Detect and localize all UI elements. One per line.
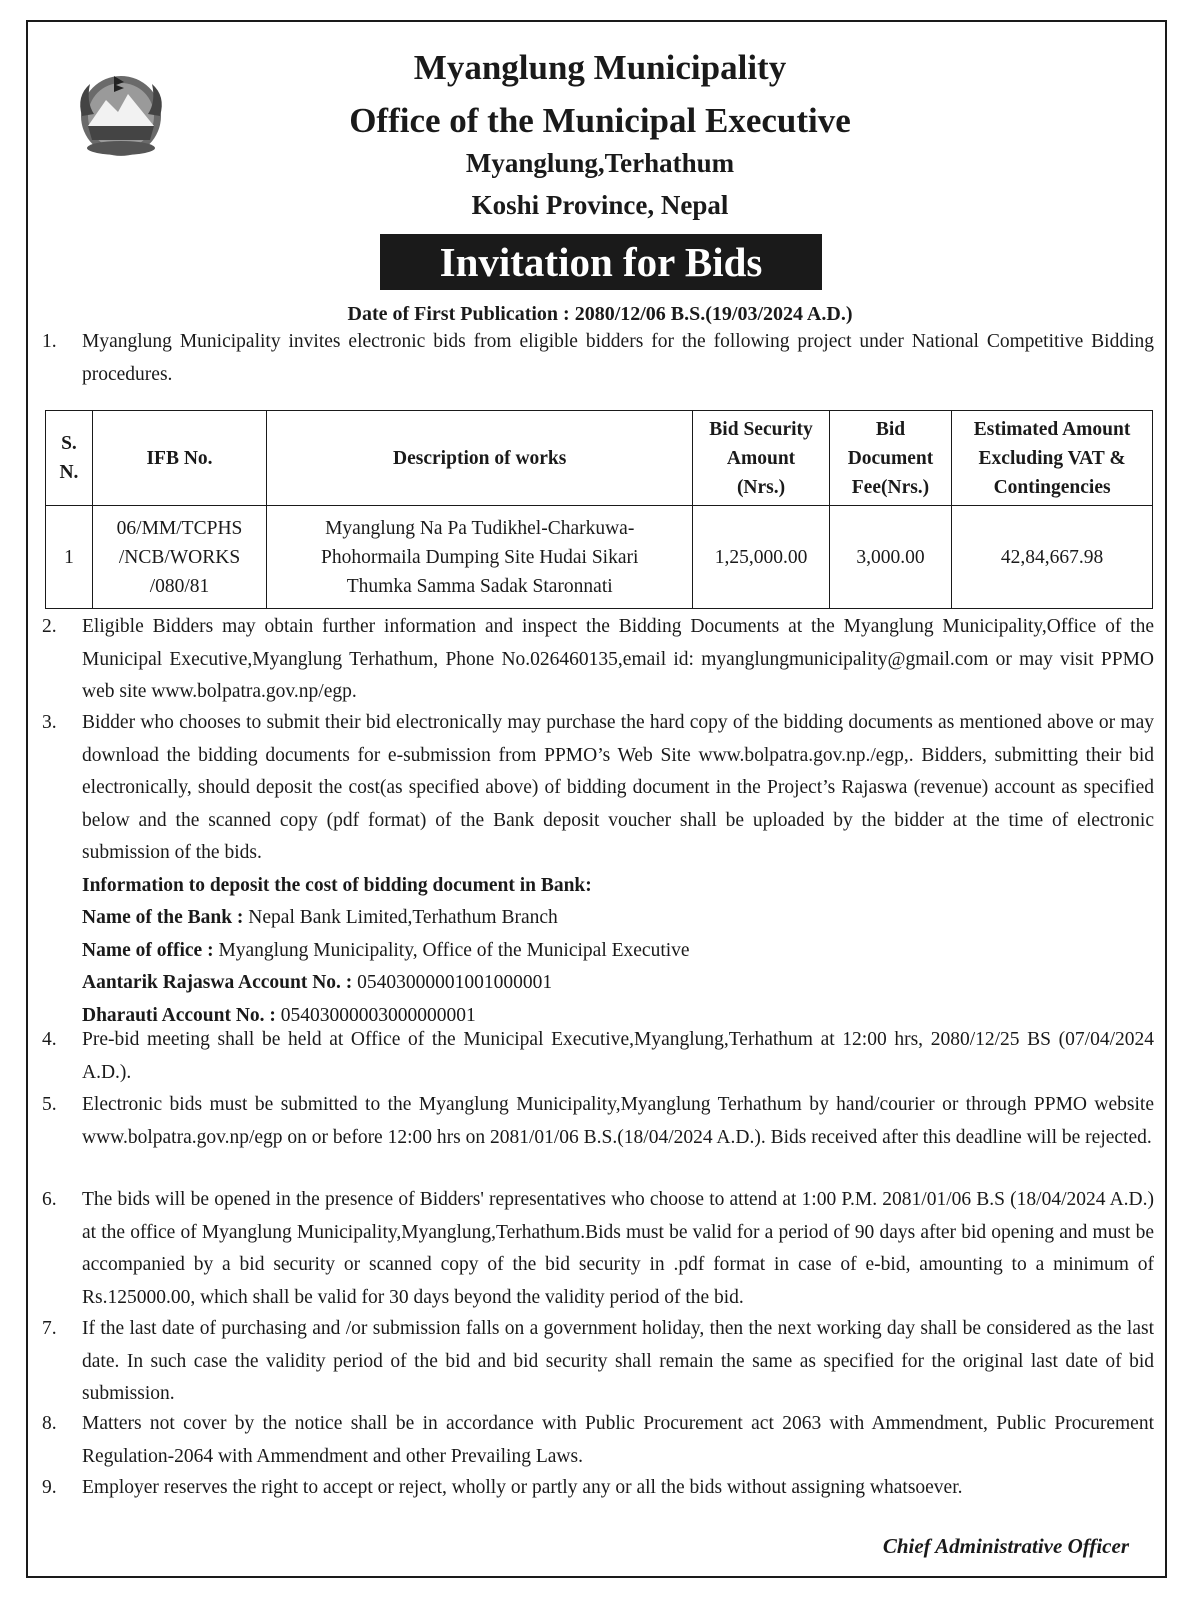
province-country: Koshi Province, Nepal <box>471 190 729 220</box>
clause-text: If the last date of purchasing and /or submission falls on a government holiday, then the next working day shall be considered as the last date. In such case the validity period of the bid and bid security shall remain the same as specified for the original last date of bid submission. <box>82 1318 1154 1404</box>
header-description: Description of works <box>267 411 693 506</box>
clause-number: 8. <box>42 1413 57 1434</box>
clause-4 <box>42 1024 1154 1089</box>
cell-ifb-no: 06/MM/TCPHS /NCB/WORKS /080/81 <box>92 506 266 609</box>
clause-text: Matters not cover by the notice shall be in accordance with Public Procurement act 2063 with Ammendment, Public Procurement Regulation-2064 with Ammendment and other Prevailing Laws. <box>82 1413 1154 1467</box>
clause-text: Pre-bid meeting shall be held at Office of the Municipal Executive,Myanglung,Terhathum at 12:00 hrs, 2080/12/25 BS (07/04/2024 A.D.). <box>82 1029 1154 1083</box>
clause-number: 4. <box>42 1029 57 1050</box>
office-name-line: Name of office : Myanglung Municipality, Office of the Municipal Executive <box>82 939 690 961</box>
cell-description: Myanglung Na Pa Tudikhel-Charkuwa- Phohormaila Dumping Site Hudai Sikari Thumka Samma Sadak Staronnati <box>267 506 693 609</box>
bank-info <box>82 870 1154 1033</box>
publication-date: Date of First Publication : 2080/12/06 B.S.(19/03/2024 A.D.) <box>347 303 853 325</box>
clause-8 <box>42 1408 1154 1473</box>
clause-number: 9. <box>42 1477 57 1498</box>
clause-number: 1. <box>42 331 57 352</box>
clause-text: Electronic bids must be submitted to the Myanglung Municipality,Myanglung Terhathum by hand/courier or through PPMO website www.bolpatra.gov.np/egp on or before 12:00 hrs on 2081/01/06 B.S.(18/04/2024 A.D.). Bids received after this deadline will be rejected. <box>82 1094 1154 1148</box>
header-ifb-no: IFB No. <box>92 411 266 506</box>
cell-document-fee: 3,000.00 <box>829 506 951 609</box>
clause-text: Bidder who chooses to submit their bid electronically may purchase the hard copy of the bidding documents as mentioned above or may download the bidding documents for e-submission from PPMO’s Web Site www.bolpatra.gov.np./egp,. Bidders, submitting their bid electronically, should deposit the cost(as specified above) of bidding document in the Project’s Rajaswa (revenue) account as specified below and the scanned copy (pdf format) of the Bank deposit voucher shall be uploaded by the bidder at the time of electronic submission of the bids. <box>82 712 1154 863</box>
cell-bid-security: 1,25,000.00 <box>693 506 830 609</box>
signatory-title: Chief Administrative Officer <box>882 1534 1129 1558</box>
clause-1 <box>42 326 1154 391</box>
clause-number: 6. <box>42 1189 57 1210</box>
clause-7 <box>42 1313 1154 1411</box>
clause-number: 3. <box>42 712 57 733</box>
cell-estimated-amount: 42,84,667.98 <box>952 506 1153 609</box>
cell-sn: 1 <box>46 506 93 609</box>
clause-6 <box>42 1184 1154 1314</box>
notice-title: Invitation for Bids <box>380 234 822 290</box>
municipality-name: Myanglung Municipality <box>413 48 787 87</box>
office-name: Office of the Municipal Executive <box>349 101 851 140</box>
table-row <box>46 506 1153 609</box>
bid-table <box>45 410 1153 609</box>
clause-text: Eligible Bidders may obtain further information and inspect the Bidding Documents at the Myanglung Municipality,Office of the Municipal Executive,Myanglung Terhathum, Phone No.026460135,email id: myanglungmunicipality@gmail.com or may visit PPMO web site www.bolpatra.gov.np/egp. <box>82 616 1154 702</box>
clause-number: 7. <box>42 1318 57 1339</box>
rajaswa-account-line: Aantarik Rajaswa Account No. : 05403000001001000001 <box>82 972 553 993</box>
dharauti-account-line: Dharauti Account No. : 05403000003000000001 <box>82 1004 476 1026</box>
clause-text: Employer reserves the right to accept or reject, wholly or partly any or all the bids without assigning whatsoever. <box>82 1477 963 1498</box>
office-location: Myanglung,Terhathum <box>465 148 735 178</box>
header-document-fee: Bid Document Fee(Nrs.) <box>829 411 951 506</box>
clause-2 <box>42 611 1154 709</box>
bank-info-heading: Information to deposit the cost of bidding document in Bank: <box>82 874 592 896</box>
clause-9 <box>42 1472 1154 1505</box>
header-estimated-amount: Estimated Amount Excluding VAT & Contingencies <box>952 411 1153 506</box>
clause-text: The bids will be opened in the presence of Bidders' representatives who choose to attend at 1:00 P.M. 2081/01/06 B.S (18/04/2024 A.D.) at the office of Myanglung Municipality,Myanglung,Terhathum.Bids must be valid for a period of 90 days after bid opening and must be accompanied by a bid security or scanned copy of the bid security in .pdf format in case of e-bid, amounting to a minimum of Rs.125000.00, which shall be valid for 30 days beyond the validity period of the bid. <box>82 1189 1154 1308</box>
header-sn: S. N. <box>46 411 93 506</box>
header-bid-security: Bid Security Amount (Nrs.) <box>693 411 830 506</box>
clause-3 <box>42 707 1154 1032</box>
table-header-row <box>46 411 1153 506</box>
clause-5 <box>42 1089 1154 1154</box>
clause-number: 2. <box>42 616 57 637</box>
clause-text: Myanglung Municipality invites electronic bids from eligible bidders for the following project under National Competitive Bidding procedures. <box>82 331 1154 385</box>
clause-number: 5. <box>42 1094 57 1115</box>
nepal-government-emblem-icon <box>68 66 174 162</box>
bank-name-line: Name of the Bank : Nepal Bank Limited,Terhathum Branch <box>82 907 558 928</box>
